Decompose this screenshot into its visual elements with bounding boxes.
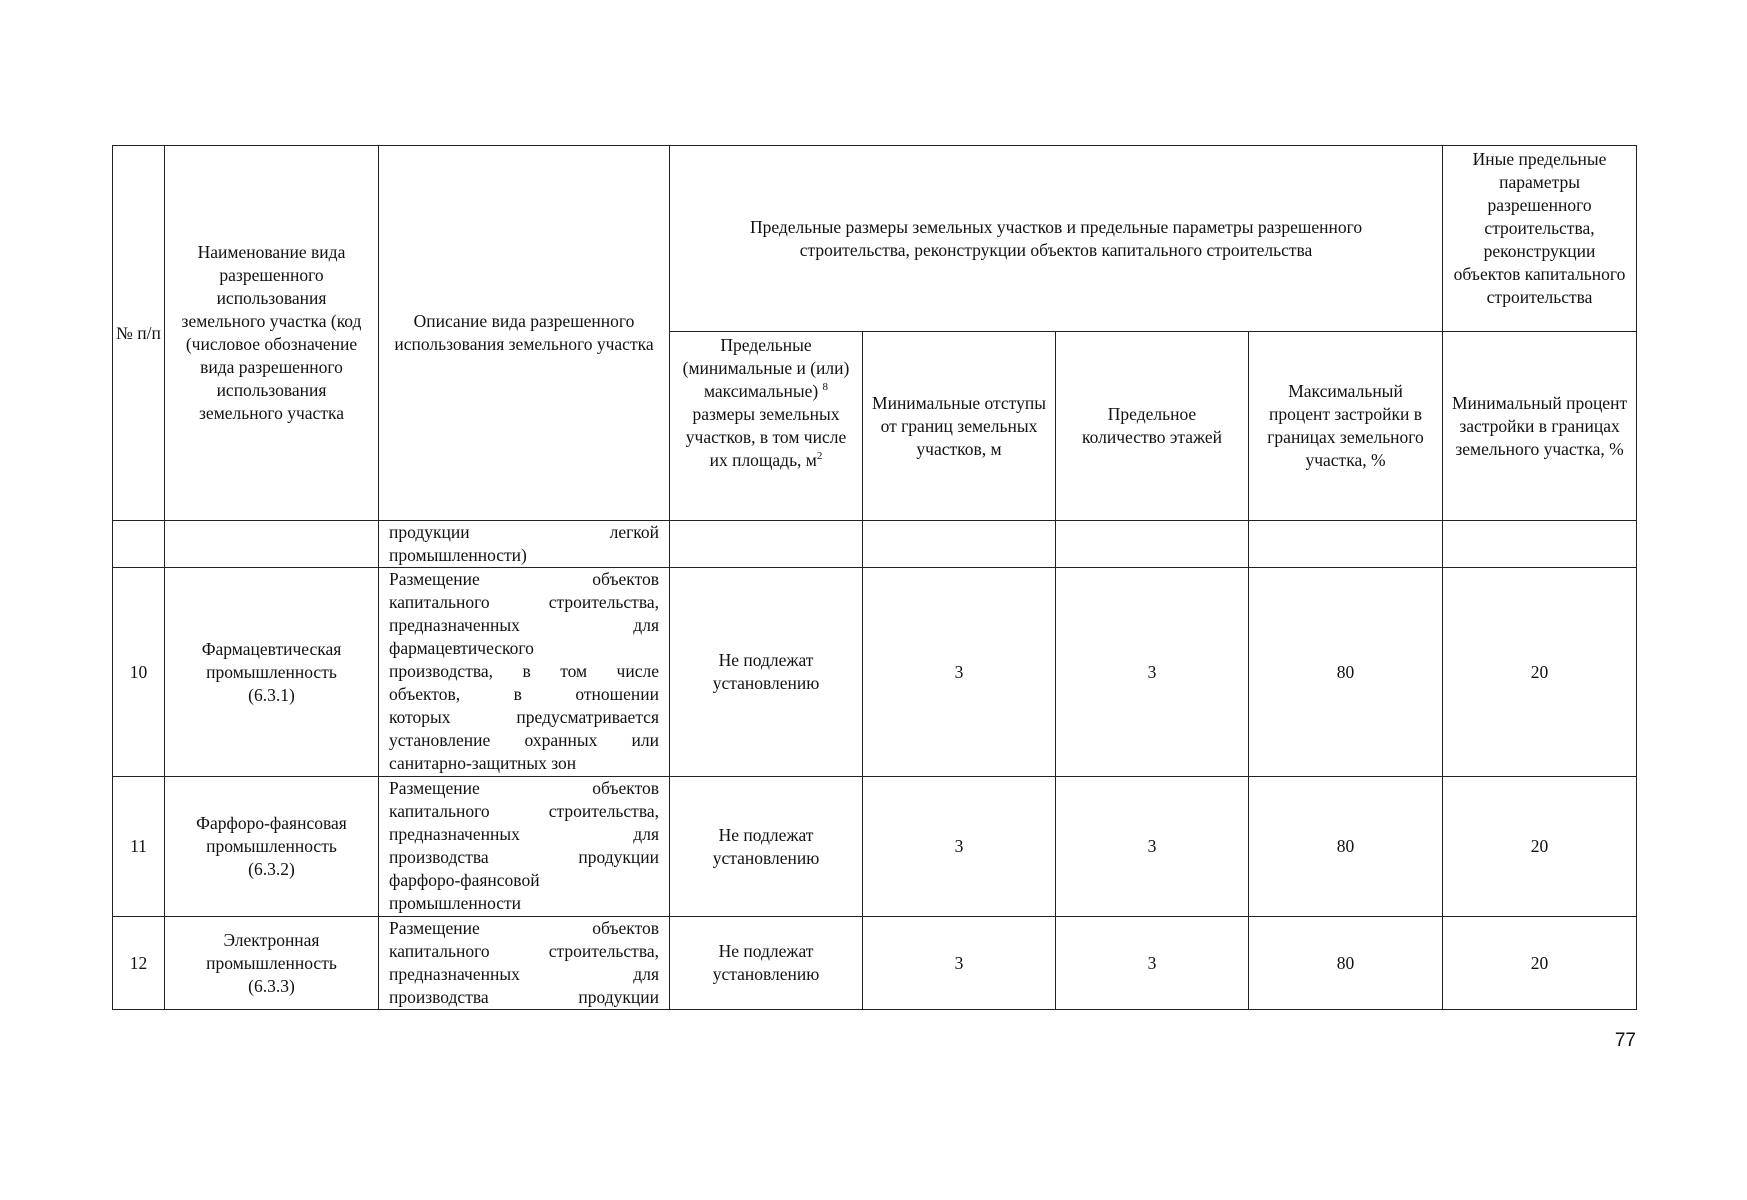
description-line: Размещение объектов <box>389 569 659 589</box>
cell-setbacks: 3 <box>863 917 1056 1010</box>
description-line: фарфоро-фаянсовой <box>389 870 540 890</box>
cell-sizes: Не подлежат установлению <box>670 568 863 777</box>
cell-name <box>165 917 379 1010</box>
header-name: Наименование вида разрешенного использования земельного участка (код (числовое обозначение вида разрешенного использования земельного участка <box>165 146 379 521</box>
description-line: Размещение объектов <box>389 778 659 798</box>
header-setbacks: Минимальные отступы от границ земельных участков, м <box>863 332 1056 521</box>
table-row <box>113 917 1637 1010</box>
cell-setbacks-empty <box>863 521 1056 568</box>
header-sizes <box>670 332 863 521</box>
cell-description <box>379 777 670 917</box>
description-line: производства, в том числе <box>389 661 659 681</box>
name-line: Фармацевтическая <box>201 638 342 659</box>
header-sizes-text: Предельные (минимальные и (или) максимальные) <box>682 335 850 401</box>
cell-description <box>379 521 670 568</box>
header-num: № п/п <box>113 146 165 521</box>
description-line: промышленности <box>389 893 522 913</box>
name-line: (6.3.2) <box>248 859 295 879</box>
name-line: (6.3.3) <box>248 975 295 996</box>
cell-floors: 3 <box>1056 568 1249 777</box>
header-sizes-rest: размеры земельных участков, в том числе их площадь, м <box>685 404 847 470</box>
footnote-marker: 8 <box>822 381 829 394</box>
cell-floors: 3 <box>1056 777 1249 917</box>
cell-name <box>165 568 379 777</box>
description-line: Размещение объектов <box>389 918 659 938</box>
cell-sizes-empty <box>670 521 863 568</box>
description-line: фармацевтического <box>389 638 534 658</box>
header-max-percent: Максимальный процент застройки в границах земельного участка, % <box>1249 332 1443 521</box>
cell-min-percent-empty <box>1443 521 1637 568</box>
cell-name <box>165 777 379 917</box>
header-min-percent: Минимальный процент застройки в границах земельного участка, % <box>1443 332 1637 521</box>
table-row-continuation <box>113 521 1637 568</box>
cell-num: 10 <box>113 568 165 777</box>
description-line: предназначенных для <box>389 824 659 844</box>
description-line: капитального строительства, <box>389 801 659 821</box>
cell-max-percent: 80 <box>1249 917 1443 1010</box>
cell-setbacks: 3 <box>863 777 1056 917</box>
cell-max-percent: 80 <box>1249 777 1443 917</box>
description-line: производства продукции <box>389 987 659 1007</box>
page-number: 77 <box>1614 1030 1636 1051</box>
table-row <box>113 568 1637 777</box>
cell-num: 12 <box>113 917 165 1010</box>
cell-num-empty <box>113 521 165 568</box>
cell-num: 11 <box>113 777 165 917</box>
cell-description <box>379 917 670 1010</box>
cell-sizes: Не подлежат установлению <box>670 917 863 1010</box>
name-line: промышленность <box>206 952 337 973</box>
description-line: производства продукции <box>389 847 659 867</box>
cell-setbacks: 3 <box>863 568 1056 777</box>
header-floors: Предельное количество этажей <box>1056 332 1249 521</box>
description-line: промышленности) <box>389 545 527 565</box>
name-line: промышленность <box>206 836 337 856</box>
name-line: Электронная <box>223 929 320 950</box>
cell-description <box>379 568 670 777</box>
header-limits-group: Предельные размеры земельных участков и предельные параметры разрешенного строительства, реконструкции объектов капитального строительства <box>670 146 1443 332</box>
description-line: капитального строительства, <box>389 592 659 612</box>
cell-min-percent: 20 <box>1443 917 1637 1010</box>
cell-floors: 3 <box>1056 917 1249 1010</box>
description-line: санитарно-защитных зон <box>389 753 577 773</box>
header-description: Описание вида разрешенного использования земельного участка <box>379 146 670 521</box>
cell-max-percent: 80 <box>1249 568 1443 777</box>
table-row <box>113 777 1637 917</box>
description-line: капитального строительства, <box>389 941 659 961</box>
header-other-params: Иные предельные параметры разрешенного строительства, реконструкции объектов капитального строительства <box>1443 146 1637 332</box>
description-line: предназначенных для <box>389 615 659 635</box>
cell-min-percent: 20 <box>1443 777 1637 917</box>
cell-floors-empty <box>1056 521 1249 568</box>
description-line: объектов, в отношении <box>389 684 659 704</box>
unit-superscript: 2 <box>816 450 823 463</box>
description-line: предназначенных для <box>389 964 659 984</box>
name-line: промышленность <box>206 661 337 682</box>
cell-name-empty <box>165 521 379 568</box>
cell-min-percent: 20 <box>1443 568 1637 777</box>
description-line: которых предусматривается <box>389 707 659 727</box>
cell-max-percent-empty <box>1249 521 1443 568</box>
description-line: установление охранных или <box>389 730 659 750</box>
name-line: (6.3.1) <box>248 684 295 705</box>
cell-sizes: Не подлежат установлению <box>670 777 863 917</box>
land-use-table <box>112 145 1637 1010</box>
description-line: продукции легкой <box>389 522 659 542</box>
name-line: Фарфоро-фаянсовая <box>196 813 347 833</box>
